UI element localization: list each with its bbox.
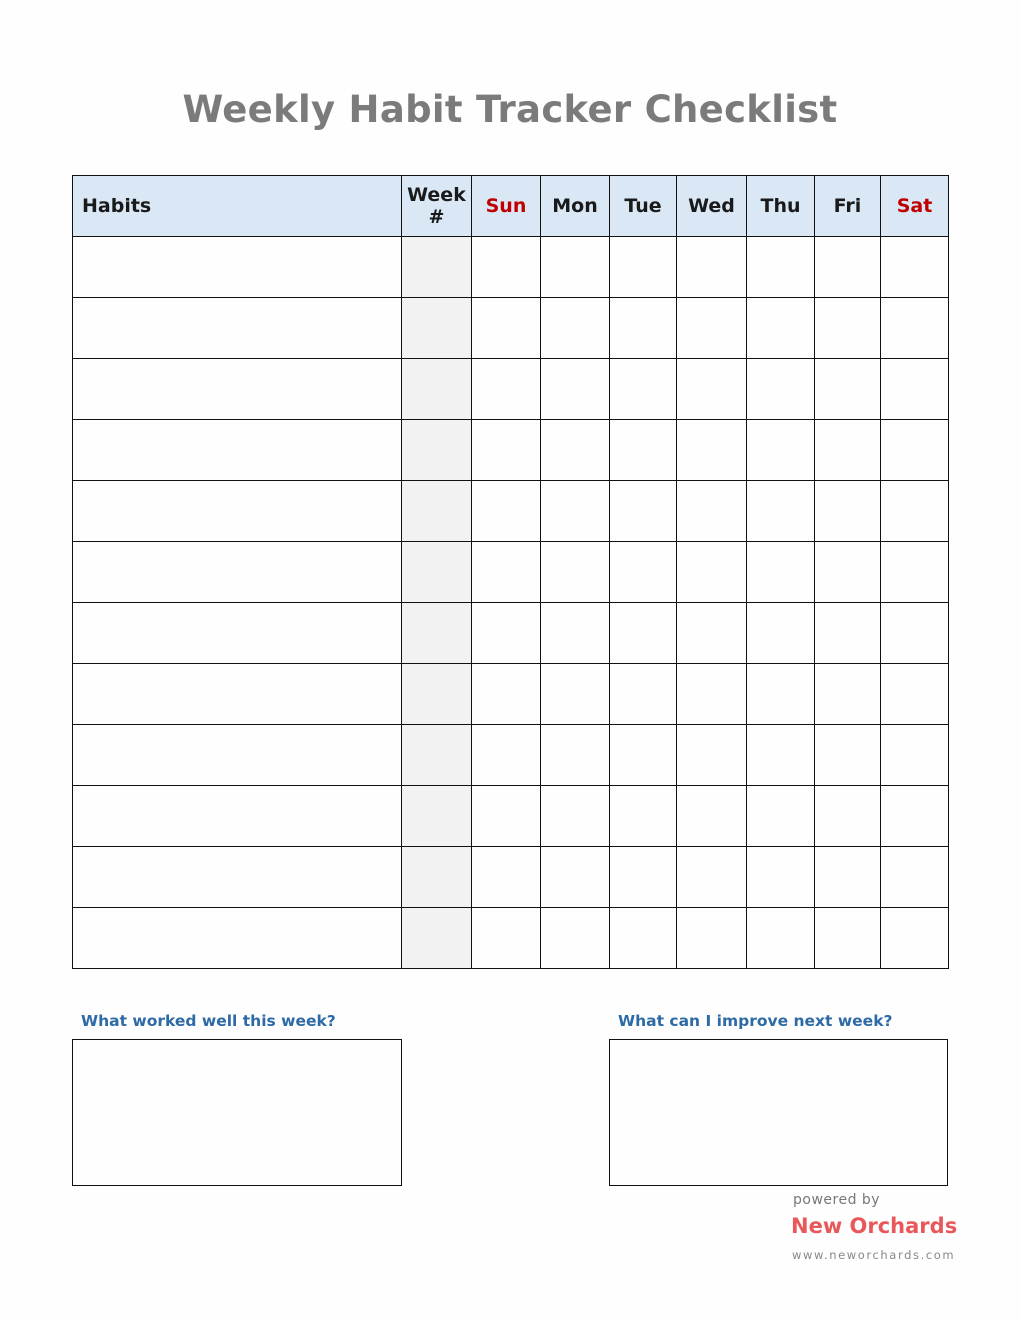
day-cell-tue[interactable] [610, 908, 677, 969]
day-cell-wed[interactable] [677, 603, 747, 664]
header-fri: Fri [815, 176, 881, 237]
day-cell-sat[interactable] [881, 603, 949, 664]
day-cell-wed[interactable] [677, 847, 747, 908]
day-cell-sat[interactable] [881, 237, 949, 298]
day-cell-fri[interactable] [815, 786, 881, 847]
week-cell[interactable] [402, 725, 472, 786]
day-cell-sat[interactable] [881, 298, 949, 359]
table-header-row [73, 176, 949, 237]
day-cell-thu[interactable] [747, 420, 815, 481]
day-cell-wed[interactable] [677, 237, 747, 298]
day-cell-sun[interactable] [472, 786, 541, 847]
week-cell[interactable] [402, 847, 472, 908]
habit-cell[interactable] [73, 481, 402, 542]
day-cell-sun[interactable] [472, 298, 541, 359]
habit-cell[interactable] [73, 359, 402, 420]
week-cell[interactable] [402, 420, 472, 481]
day-cell-tue[interactable] [610, 542, 677, 603]
table-row [73, 237, 949, 298]
day-cell-wed[interactable] [677, 664, 747, 725]
day-cell-sat[interactable] [881, 725, 949, 786]
header-week-hash: # [428, 206, 445, 228]
day-cell-sun[interactable] [472, 908, 541, 969]
habit-cell[interactable] [73, 420, 402, 481]
week-cell[interactable] [402, 786, 472, 847]
day-cell-sat[interactable] [881, 664, 949, 725]
day-cell-fri[interactable] [815, 420, 881, 481]
day-cell-mon[interactable] [541, 298, 610, 359]
day-cell-sun[interactable] [472, 847, 541, 908]
day-cell-mon[interactable] [541, 725, 610, 786]
day-cell-tue[interactable] [610, 847, 677, 908]
page-title: Weekly Habit Tracker Checklist [182, 88, 838, 131]
day-cell-tue[interactable] [610, 420, 677, 481]
day-cell-fri[interactable] [815, 847, 881, 908]
week-cell[interactable] [402, 603, 472, 664]
header-tue: Tue [610, 176, 677, 237]
day-cell-sat[interactable] [881, 542, 949, 603]
habit-cell[interactable] [73, 237, 402, 298]
table-row [73, 481, 949, 542]
day-cell-thu[interactable] [747, 908, 815, 969]
day-cell-thu[interactable] [747, 725, 815, 786]
day-cell-mon[interactable] [541, 847, 610, 908]
day-cell-wed[interactable] [677, 908, 747, 969]
day-cell-wed[interactable] [677, 725, 747, 786]
table-row [73, 847, 949, 908]
day-cell-sun[interactable] [472, 359, 541, 420]
improve-label: What can I improve next week? [618, 1012, 893, 1030]
day-cell-thu[interactable] [747, 664, 815, 725]
habit-cell[interactable] [73, 847, 402, 908]
table-row [73, 786, 949, 847]
day-cell-thu[interactable] [747, 298, 815, 359]
table-row [73, 603, 949, 664]
day-cell-sat[interactable] [881, 786, 949, 847]
day-cell-fri[interactable] [815, 237, 881, 298]
week-cell[interactable] [402, 359, 472, 420]
day-cell-tue[interactable] [610, 725, 677, 786]
day-cell-sat[interactable] [881, 847, 949, 908]
day-cell-tue[interactable] [610, 786, 677, 847]
day-cell-wed[interactable] [677, 298, 747, 359]
day-cell-fri[interactable] [815, 725, 881, 786]
table-row [73, 664, 949, 725]
day-cell-fri[interactable] [815, 481, 881, 542]
week-cell[interactable] [402, 908, 472, 969]
day-cell-fri[interactable] [815, 542, 881, 603]
day-cell-tue[interactable] [610, 603, 677, 664]
table-row [73, 420, 949, 481]
header-habits: Habits [73, 176, 402, 237]
day-cell-wed[interactable] [677, 542, 747, 603]
day-cell-tue[interactable] [610, 237, 677, 298]
day-cell-sun[interactable] [472, 725, 541, 786]
habit-cell[interactable] [73, 664, 402, 725]
day-cell-sun[interactable] [472, 542, 541, 603]
brand-logo: New Orchards [791, 1214, 958, 1238]
day-cell-thu[interactable] [747, 542, 815, 603]
day-cell-tue[interactable] [610, 664, 677, 725]
day-cell-thu[interactable] [747, 481, 815, 542]
day-cell-thu[interactable] [747, 603, 815, 664]
day-cell-tue[interactable] [610, 359, 677, 420]
habit-cell[interactable] [73, 603, 402, 664]
header-week-number [402, 176, 472, 237]
day-cell-sun[interactable] [472, 603, 541, 664]
table-row [73, 359, 949, 420]
day-cell-wed[interactable] [677, 481, 747, 542]
worked-well-label: What worked well this week? [81, 1012, 336, 1030]
brand-url: www.neworchards.com [792, 1248, 956, 1262]
powered-by-text: powered by [793, 1192, 881, 1208]
day-cell-sat[interactable] [881, 481, 949, 542]
day-cell-wed[interactable] [677, 359, 747, 420]
header-sun: Sun [472, 176, 541, 237]
day-cell-mon[interactable] [541, 664, 610, 725]
week-cell[interactable] [402, 237, 472, 298]
day-cell-mon[interactable] [541, 481, 610, 542]
day-cell-mon[interactable] [541, 359, 610, 420]
day-cell-sun[interactable] [472, 664, 541, 725]
day-cell-fri[interactable] [815, 359, 881, 420]
worked-well-box[interactable] [72, 1039, 402, 1186]
improve-box[interactable] [609, 1039, 948, 1186]
day-cell-mon[interactable] [541, 786, 610, 847]
day-cell-mon[interactable] [541, 542, 610, 603]
day-cell-fri[interactable] [815, 298, 881, 359]
header-week-label: Week [407, 184, 466, 206]
day-cell-thu[interactable] [747, 359, 815, 420]
day-cell-sun[interactable] [472, 481, 541, 542]
habit-cell[interactable] [73, 908, 402, 969]
day-cell-tue[interactable] [610, 298, 677, 359]
day-cell-thu[interactable] [747, 237, 815, 298]
habit-cell[interactable] [73, 786, 402, 847]
day-cell-fri[interactable] [815, 603, 881, 664]
week-cell[interactable] [402, 664, 472, 725]
day-cell-thu[interactable] [747, 847, 815, 908]
header-sat: Sat [881, 176, 949, 237]
day-cell-sun[interactable] [472, 237, 541, 298]
day-cell-sat[interactable] [881, 908, 949, 969]
table-row [73, 298, 949, 359]
habit-cell[interactable] [73, 298, 402, 359]
day-cell-mon[interactable] [541, 237, 610, 298]
week-cell[interactable] [402, 481, 472, 542]
header-wed: Wed [677, 176, 747, 237]
table-row [73, 725, 949, 786]
habit-tracker-table [72, 175, 949, 969]
header-thu: Thu [747, 176, 815, 237]
day-cell-fri[interactable] [815, 908, 881, 969]
day-cell-sat[interactable] [881, 359, 949, 420]
day-cell-mon[interactable] [541, 603, 610, 664]
table-row [73, 908, 949, 969]
day-cell-sun[interactable] [472, 420, 541, 481]
day-cell-mon[interactable] [541, 420, 610, 481]
day-cell-mon[interactable] [541, 908, 610, 969]
header-mon: Mon [541, 176, 610, 237]
day-cell-thu[interactable] [747, 786, 815, 847]
day-cell-wed[interactable] [677, 420, 747, 481]
day-cell-tue[interactable] [610, 481, 677, 542]
habit-cell[interactable] [73, 542, 402, 603]
day-cell-sat[interactable] [881, 420, 949, 481]
habit-cell[interactable] [73, 725, 402, 786]
week-cell[interactable] [402, 542, 472, 603]
day-cell-wed[interactable] [677, 786, 747, 847]
week-cell[interactable] [402, 298, 472, 359]
table-row [73, 542, 949, 603]
day-cell-fri[interactable] [815, 664, 881, 725]
